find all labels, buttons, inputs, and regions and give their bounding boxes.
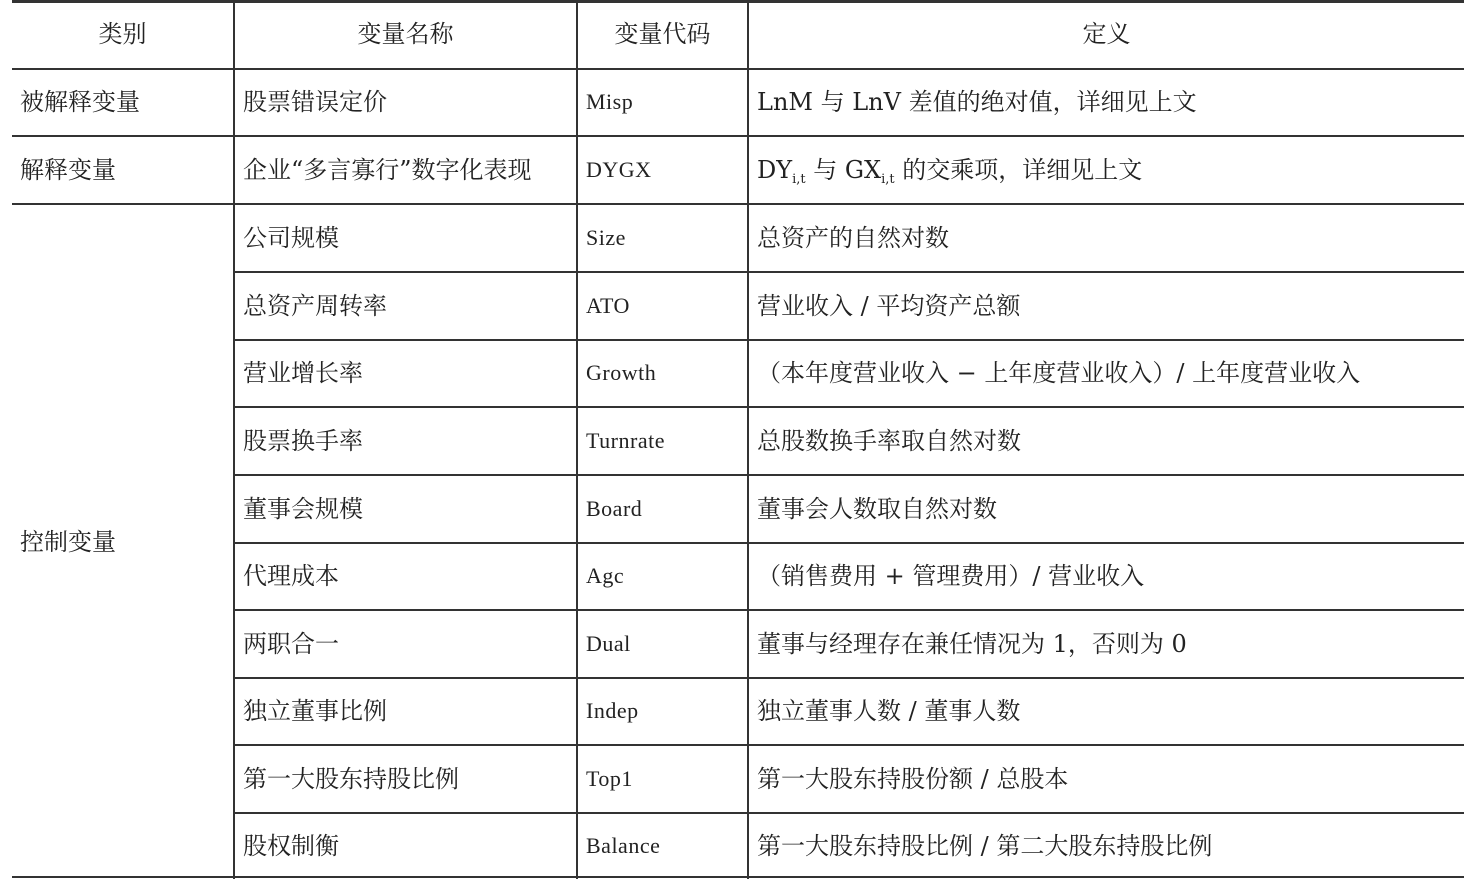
column-divider bbox=[747, 0, 749, 879]
cell-variable-name: 营业增长率 bbox=[243, 359, 363, 387]
cell-category: 控制变量 bbox=[20, 528, 116, 556]
cell-variable-code: Top1 bbox=[586, 766, 633, 791]
definition-subscript: i,t bbox=[792, 172, 806, 187]
cell-variable-name: 股票换手率 bbox=[243, 427, 363, 455]
cell-variable-code: Board bbox=[586, 496, 643, 521]
cell-variable-code: DYGX bbox=[586, 157, 652, 182]
cell-definition: 第一大股东持股份额 / 总股本 bbox=[757, 765, 1069, 793]
cell-definition: 总股数换手率取自然对数 bbox=[757, 427, 1021, 455]
header-variable-name: 变量名称 bbox=[357, 20, 454, 48]
row-rule bbox=[235, 677, 1464, 679]
cell-variable-name: 独立董事比例 bbox=[243, 697, 387, 725]
row-rule bbox=[12, 135, 1464, 137]
column-divider bbox=[576, 0, 578, 879]
header-bottom-rule bbox=[12, 68, 1464, 70]
cell-variable-name: 股权制衡 bbox=[243, 832, 339, 860]
column-divider bbox=[233, 0, 235, 879]
cell-variable-code: Size bbox=[586, 225, 626, 250]
row-rule bbox=[235, 609, 1464, 611]
cell-variable-name: 股票错误定价 bbox=[243, 88, 387, 116]
cell-definition bbox=[757, 155, 1142, 195]
cell-variable-name: 总资产周转率 bbox=[243, 292, 387, 320]
cell-variable-code: Balance bbox=[586, 833, 661, 858]
header-variable-code: 变量代码 bbox=[614, 20, 711, 48]
cell-definition: 第一大股东持股比例 / 第二大股东持股比例 bbox=[757, 832, 1213, 860]
cell-definition: 营业收入 / 平均资产总额 bbox=[757, 292, 1021, 320]
cell-variable-code: Turnrate bbox=[586, 428, 665, 453]
row-rule bbox=[235, 474, 1464, 476]
cell-variable-name: 企业“多言寡行”数字化表现 bbox=[243, 156, 532, 184]
definition-text: 的交乘项，详细见上文 bbox=[894, 156, 1143, 184]
cell-definition: LnM 与 LnV 差值的绝对值，详细见上文 bbox=[757, 88, 1197, 116]
row-rule bbox=[235, 339, 1464, 341]
cell-variable-code: Indep bbox=[586, 698, 639, 723]
cell-definition: （销售费用 + 管理费用）/ 营业收入 bbox=[757, 562, 1145, 590]
definition-text: 与 GX bbox=[805, 156, 882, 184]
row-rule bbox=[12, 203, 1464, 205]
row-rule bbox=[235, 542, 1464, 544]
cell-variable-code: Agc bbox=[586, 563, 625, 588]
cell-definition: 董事与经理存在兼任情况为 1，否则为 0 bbox=[757, 630, 1187, 658]
cell-variable-name: 第一大股东持股比例 bbox=[243, 765, 459, 793]
cell-variable-name: 两职合一 bbox=[243, 630, 339, 658]
header-definition: 定义 bbox=[1082, 20, 1131, 48]
cell-category: 解释变量 bbox=[20, 156, 116, 184]
cell-variable-name: 公司规模 bbox=[243, 224, 339, 252]
row-rule bbox=[235, 812, 1464, 814]
cell-variable-code: Misp bbox=[586, 89, 634, 114]
row-rule bbox=[235, 271, 1464, 273]
row-rule bbox=[235, 744, 1464, 746]
table-bottom-rule bbox=[12, 876, 1464, 878]
cell-variable-code: Growth bbox=[586, 360, 657, 385]
cell-variable-code: Dual bbox=[586, 631, 631, 656]
cell-definition: 独立董事人数 / 董事人数 bbox=[757, 697, 1021, 725]
definition-subscript: i,t bbox=[881, 172, 895, 187]
cell-definition: 董事会人数取自然对数 bbox=[757, 495, 997, 523]
cell-category: 被解释变量 bbox=[20, 88, 140, 116]
cell-definition: （本年度营业收入 − 上年度营业收入）/ 上年度营业收入 bbox=[757, 359, 1361, 387]
cell-variable-name: 董事会规模 bbox=[243, 495, 363, 523]
cell-definition: 总资产的自然对数 bbox=[757, 224, 949, 252]
definition-text: DY bbox=[757, 156, 793, 184]
header-category: 类别 bbox=[98, 20, 147, 48]
cell-variable-name: 代理成本 bbox=[243, 562, 339, 590]
row-rule bbox=[235, 406, 1464, 408]
table-top-rule bbox=[12, 0, 1464, 3]
cell-variable-code: ATO bbox=[586, 293, 630, 318]
